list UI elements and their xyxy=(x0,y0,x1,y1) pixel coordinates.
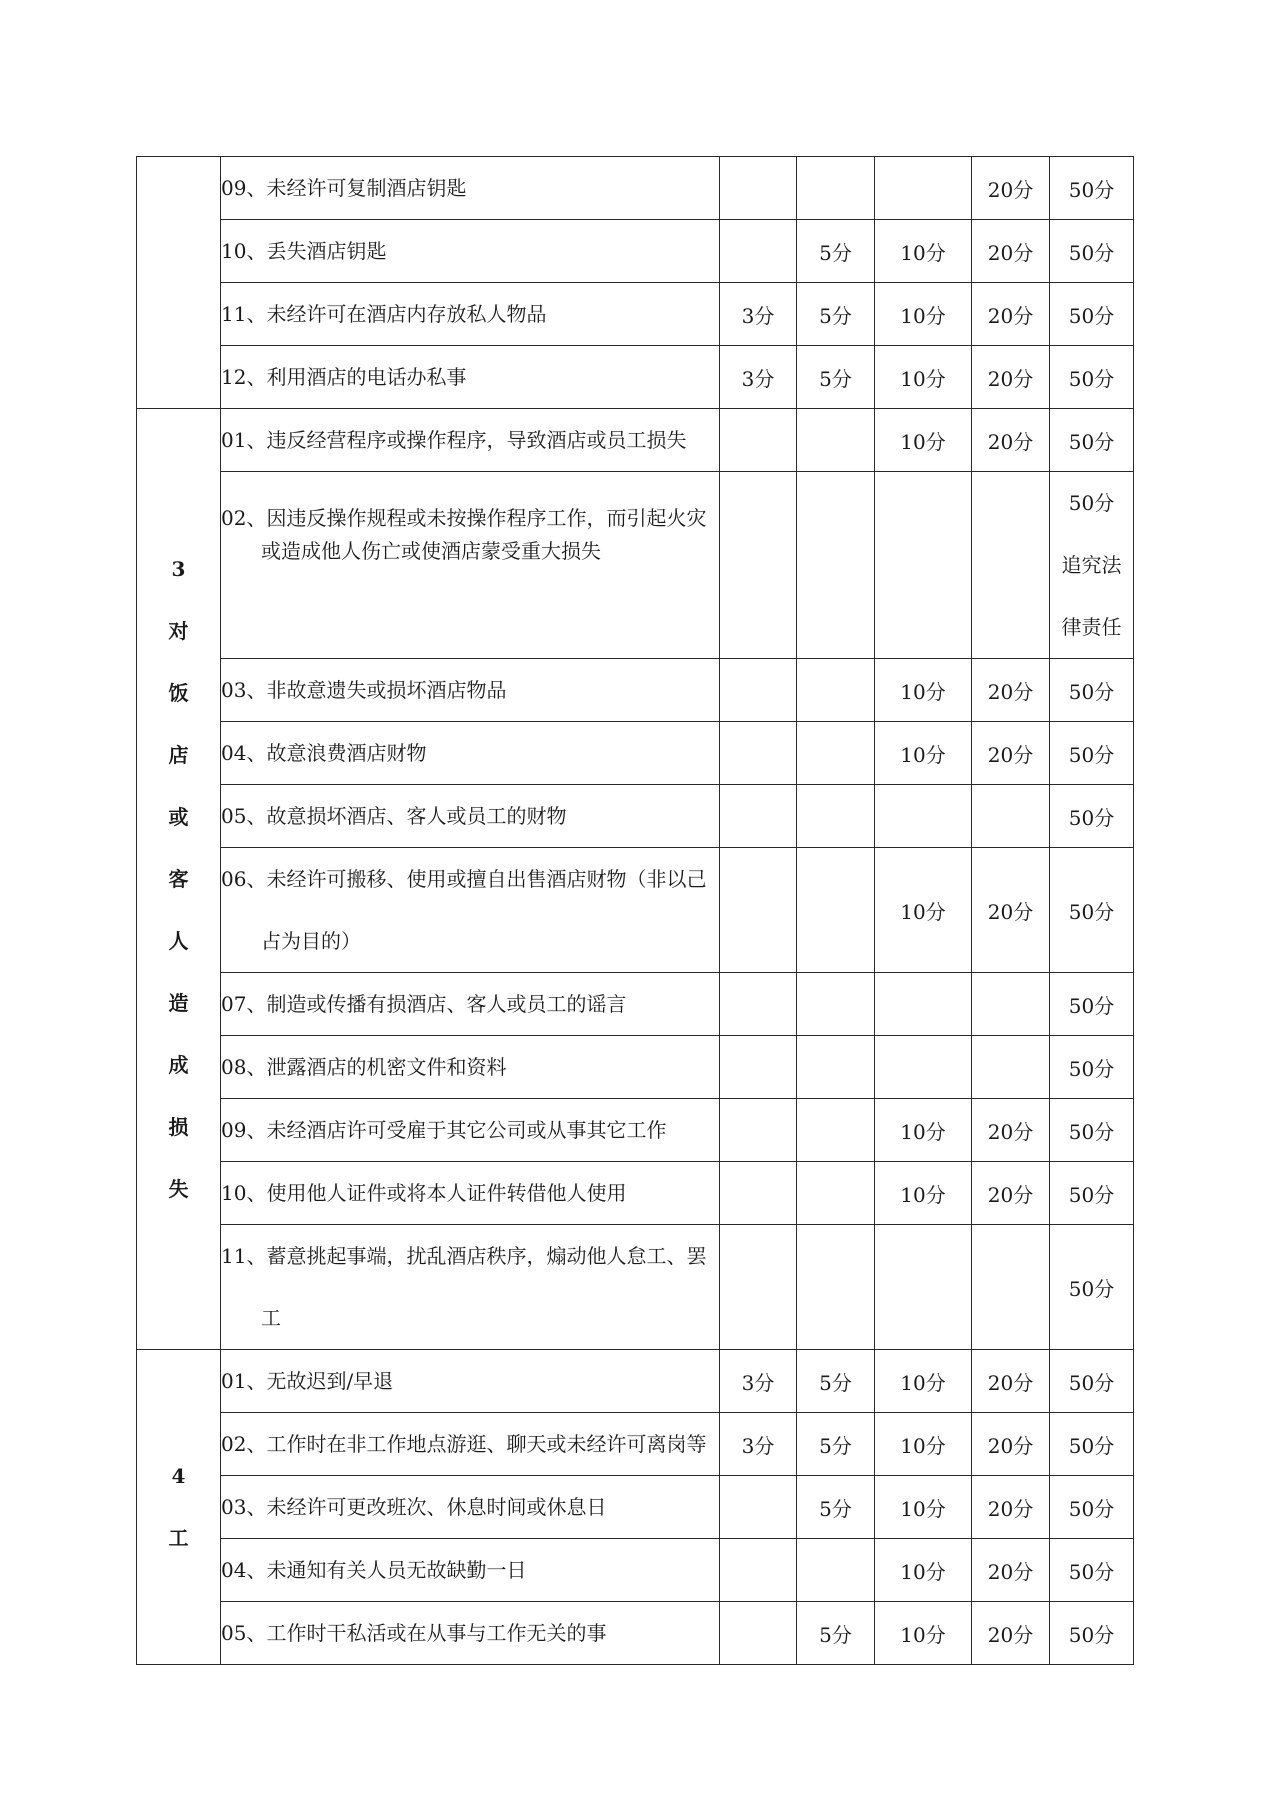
table-row xyxy=(137,1162,1134,1225)
table-row xyxy=(137,722,1134,785)
penalty-level-3 xyxy=(875,785,972,848)
penalty-level-3 xyxy=(875,973,972,1036)
table-row xyxy=(137,283,1134,346)
table-row xyxy=(137,1413,1134,1476)
category-char: 造 xyxy=(168,991,189,1015)
penalty-level-5: 50分 xyxy=(1050,848,1134,973)
penalty-level-5: 50分 xyxy=(1050,1162,1134,1225)
penalty-level-2 xyxy=(797,973,875,1036)
penalty-level-3: 10分 xyxy=(875,1099,972,1162)
table-row xyxy=(137,346,1134,409)
rule-description-line-1: 06、未经许可搬移、使用或擅自出售酒店财物（非以己 xyxy=(221,867,707,891)
category-cell-3 xyxy=(137,409,221,1350)
penalty-level-4: 20分 xyxy=(972,283,1050,346)
penalty-level-3 xyxy=(875,1036,972,1099)
category-char: 成 xyxy=(168,1053,189,1077)
penalty-level-3 xyxy=(875,157,972,220)
category-char: 工 xyxy=(168,1526,189,1550)
penalty-level-1 xyxy=(720,1225,797,1350)
penalty-level-4 xyxy=(972,472,1050,659)
penalty-level-2 xyxy=(797,1539,875,1602)
rule-description-line-2: 工 xyxy=(261,1306,281,1330)
penalty-level-4: 20分 xyxy=(972,1099,1050,1162)
category-char: 3 xyxy=(171,557,186,581)
table-row xyxy=(137,659,1134,722)
penalty-level-5: 50分 xyxy=(1050,1602,1134,1665)
penalty-level-4: 20分 xyxy=(972,409,1050,472)
penalty-level-3: 10分 xyxy=(875,1602,972,1665)
penalty-level-2: 5分 xyxy=(797,220,875,283)
penalty-line: 追究法 xyxy=(1061,553,1122,577)
rule-description: 03、未经许可更改班次、休息时间或休息日 xyxy=(221,1476,720,1539)
penalty-level-1 xyxy=(720,1476,797,1539)
penalty-level-2 xyxy=(797,785,875,848)
table-row xyxy=(137,1099,1134,1162)
penalty-level-4: 20分 xyxy=(972,157,1050,220)
penalty-level-4: 20分 xyxy=(972,220,1050,283)
rule-description xyxy=(221,472,720,659)
table-row xyxy=(137,220,1134,283)
penalty-level-3: 10分 xyxy=(875,1476,972,1539)
rule-description: 09、未经许可复制酒店钥匙 xyxy=(221,157,720,220)
table-row xyxy=(137,1036,1134,1099)
rule-description xyxy=(221,848,720,973)
penalty-level-5: 50分 xyxy=(1050,220,1134,283)
penalty-level-2: 5分 xyxy=(797,1476,875,1539)
penalty-level-4: 20分 xyxy=(972,1162,1050,1225)
category-char: 4 xyxy=(171,1464,186,1488)
penalty-level-4: 20分 xyxy=(972,1350,1050,1413)
penalty-level-2 xyxy=(797,1225,875,1350)
penalty-level-3: 10分 xyxy=(875,1162,972,1225)
penalty-level-1 xyxy=(720,1099,797,1162)
penalty-level-4 xyxy=(972,1036,1050,1099)
category-3-label xyxy=(137,538,220,1220)
penalty-level-5: 50分 xyxy=(1050,283,1134,346)
rule-description-line-2: 或造成他人伤亡或使酒店蒙受重大损失 xyxy=(261,539,601,563)
penalty-level-1 xyxy=(720,785,797,848)
penalty-level-5: 50分 xyxy=(1050,1099,1134,1162)
rule-description: 02、工作时在非工作地点游逛、聊天或未经许可离岗等 xyxy=(221,1413,720,1476)
penalty-level-2 xyxy=(797,472,875,659)
penalty-level-2 xyxy=(797,848,875,973)
penalty-level-3: 10分 xyxy=(875,1350,972,1413)
table-row xyxy=(137,1350,1134,1413)
penalty-level-1 xyxy=(720,848,797,973)
penalty-level-3: 10分 xyxy=(875,346,972,409)
rule-description-line-1: 11、蓄意挑起事端，扰乱酒店秩序，煽动他人怠工、罢 xyxy=(221,1244,707,1268)
penalty-level-2 xyxy=(797,1162,875,1225)
penalty-level-2: 5分 xyxy=(797,346,875,409)
penalty-level-5: 50分 xyxy=(1050,1476,1134,1539)
penalty-level-1 xyxy=(720,1602,797,1665)
rule-description: 01、违反经营程序或操作程序，导致酒店或员工损失 xyxy=(221,409,720,472)
penalty-level-2 xyxy=(797,722,875,785)
rule-description: 05、故意损坏酒店、客人或员工的财物 xyxy=(221,785,720,848)
penalty-level-4: 20分 xyxy=(972,722,1050,785)
penalty-level-1 xyxy=(720,409,797,472)
penalty-level-2: 5分 xyxy=(797,1602,875,1665)
category-4-label xyxy=(137,1445,220,1569)
rule-description: 09、未经酒店许可受雇于其它公司或从事其它工作 xyxy=(221,1099,720,1162)
rule-description-line-2: 占为目的） xyxy=(261,929,361,953)
penalty-table xyxy=(136,156,1134,1665)
penalty-level-5: 50分 xyxy=(1050,409,1134,472)
penalty-level-1 xyxy=(720,157,797,220)
table-row xyxy=(137,409,1134,472)
penalty-level-1: 3分 xyxy=(720,1350,797,1413)
penalty-level-5: 50分 xyxy=(1050,1413,1134,1476)
penalty-level-5: 50分 xyxy=(1050,1225,1134,1350)
category-char: 人 xyxy=(168,929,189,953)
table-row xyxy=(137,785,1134,848)
table-row xyxy=(137,1476,1134,1539)
rule-description: 01、无故迟到/早退 xyxy=(221,1350,720,1413)
penalty-level-3 xyxy=(875,1225,972,1350)
penalty-line: 50分 xyxy=(1068,491,1115,515)
penalty-level-4: 20分 xyxy=(972,659,1050,722)
penalty-level-4 xyxy=(972,973,1050,1036)
rule-description: 03、非故意遗失或损坏酒店物品 xyxy=(221,659,720,722)
penalty-level-1 xyxy=(720,722,797,785)
category-char: 失 xyxy=(168,1177,189,1201)
penalty-level-1 xyxy=(720,472,797,659)
rule-description-line-1: 02、因违反操作规程或未按操作程序工作，而引起火灾 xyxy=(221,506,707,530)
category-cell-continued xyxy=(137,157,221,409)
penalty-level-3: 10分 xyxy=(875,283,972,346)
penalty-level-2 xyxy=(797,1036,875,1099)
penalty-level-3: 10分 xyxy=(875,1413,972,1476)
table-row xyxy=(137,848,1134,973)
rule-description: 10、使用他人证件或将本人证件转借他人使用 xyxy=(221,1162,720,1225)
penalty-level-4 xyxy=(972,785,1050,848)
penalty-level-5: 50分 xyxy=(1050,1350,1134,1413)
penalty-level-5: 50分 xyxy=(1050,346,1134,409)
penalty-level-4: 20分 xyxy=(972,346,1050,409)
rule-description: 10、丢失酒店钥匙 xyxy=(221,220,720,283)
penalty-line: 律责任 xyxy=(1061,615,1122,639)
penalty-level-2 xyxy=(797,409,875,472)
category-char: 损 xyxy=(168,1115,189,1139)
penalty-level-5: 50分 xyxy=(1050,973,1134,1036)
penalty-level-2 xyxy=(797,157,875,220)
penalty-level-4: 20分 xyxy=(972,848,1050,973)
penalty-level-3: 10分 xyxy=(875,1539,972,1602)
category-char: 饭 xyxy=(168,681,189,705)
rule-description: 12、利用酒店的电话办私事 xyxy=(221,346,720,409)
penalty-level-1 xyxy=(720,1036,797,1099)
penalty-level-5: 50分 xyxy=(1050,785,1134,848)
rule-description: 08、泄露酒店的机密文件和资料 xyxy=(221,1036,720,1099)
category-char: 客 xyxy=(168,867,189,891)
penalty-level-3: 10分 xyxy=(875,220,972,283)
penalty-level-5: 50分 xyxy=(1050,157,1134,220)
penalty-level-5: 50分 xyxy=(1050,722,1134,785)
table-row xyxy=(137,157,1134,220)
penalty-level-4 xyxy=(972,1225,1050,1350)
penalty-level-2: 5分 xyxy=(797,1413,875,1476)
penalty-level-3: 10分 xyxy=(875,722,972,785)
penalty-level-4: 20分 xyxy=(972,1476,1050,1539)
penalty-level-4: 20分 xyxy=(972,1602,1050,1665)
category-cell-4 xyxy=(137,1350,221,1665)
penalty-level-3: 10分 xyxy=(875,409,972,472)
penalty-level-1 xyxy=(720,1539,797,1602)
rule-description: 04、未通知有关人员无故缺勤一日 xyxy=(221,1539,720,1602)
table-row xyxy=(137,1539,1134,1602)
penalty-level-1 xyxy=(720,659,797,722)
penalty-level-4: 20分 xyxy=(972,1539,1050,1602)
category-char: 对 xyxy=(168,619,189,643)
penalty-level-1 xyxy=(720,973,797,1036)
penalty-level-5: 50分 xyxy=(1050,659,1134,722)
table-row xyxy=(137,472,1134,659)
penalty-level-2 xyxy=(797,659,875,722)
rule-description xyxy=(221,1225,720,1350)
penalty-level-3 xyxy=(875,472,972,659)
penalty-level-1 xyxy=(720,1162,797,1225)
penalty-level-2: 5分 xyxy=(797,1350,875,1413)
table-row xyxy=(137,973,1134,1036)
rule-description: 07、制造或传播有损酒店、客人或员工的谣言 xyxy=(221,973,720,1036)
penalty-level-5: 50分 xyxy=(1050,1036,1134,1099)
penalty-level-3: 10分 xyxy=(875,848,972,973)
table-row xyxy=(137,1225,1134,1350)
penalty-level-3: 10分 xyxy=(875,659,972,722)
rule-description: 04、故意浪费酒店财物 xyxy=(221,722,720,785)
penalty-level-1: 3分 xyxy=(720,1413,797,1476)
penalty-level-1 xyxy=(720,220,797,283)
category-char: 或 xyxy=(168,805,189,829)
penalty-level-2: 5分 xyxy=(797,283,875,346)
category-char: 店 xyxy=(168,743,189,767)
penalty-level-1: 3分 xyxy=(720,346,797,409)
penalty-level-5: 50分 xyxy=(1050,1539,1134,1602)
penalty-level-4: 20分 xyxy=(972,1413,1050,1476)
rule-description: 05、工作时干私活或在从事与工作无关的事 xyxy=(221,1602,720,1665)
table-row xyxy=(137,1602,1134,1665)
rule-description: 11、未经许可在酒店内存放私人物品 xyxy=(221,283,720,346)
penalty-level-1: 3分 xyxy=(720,283,797,346)
penalty-level-2 xyxy=(797,1099,875,1162)
penalty-level-5 xyxy=(1050,472,1134,659)
